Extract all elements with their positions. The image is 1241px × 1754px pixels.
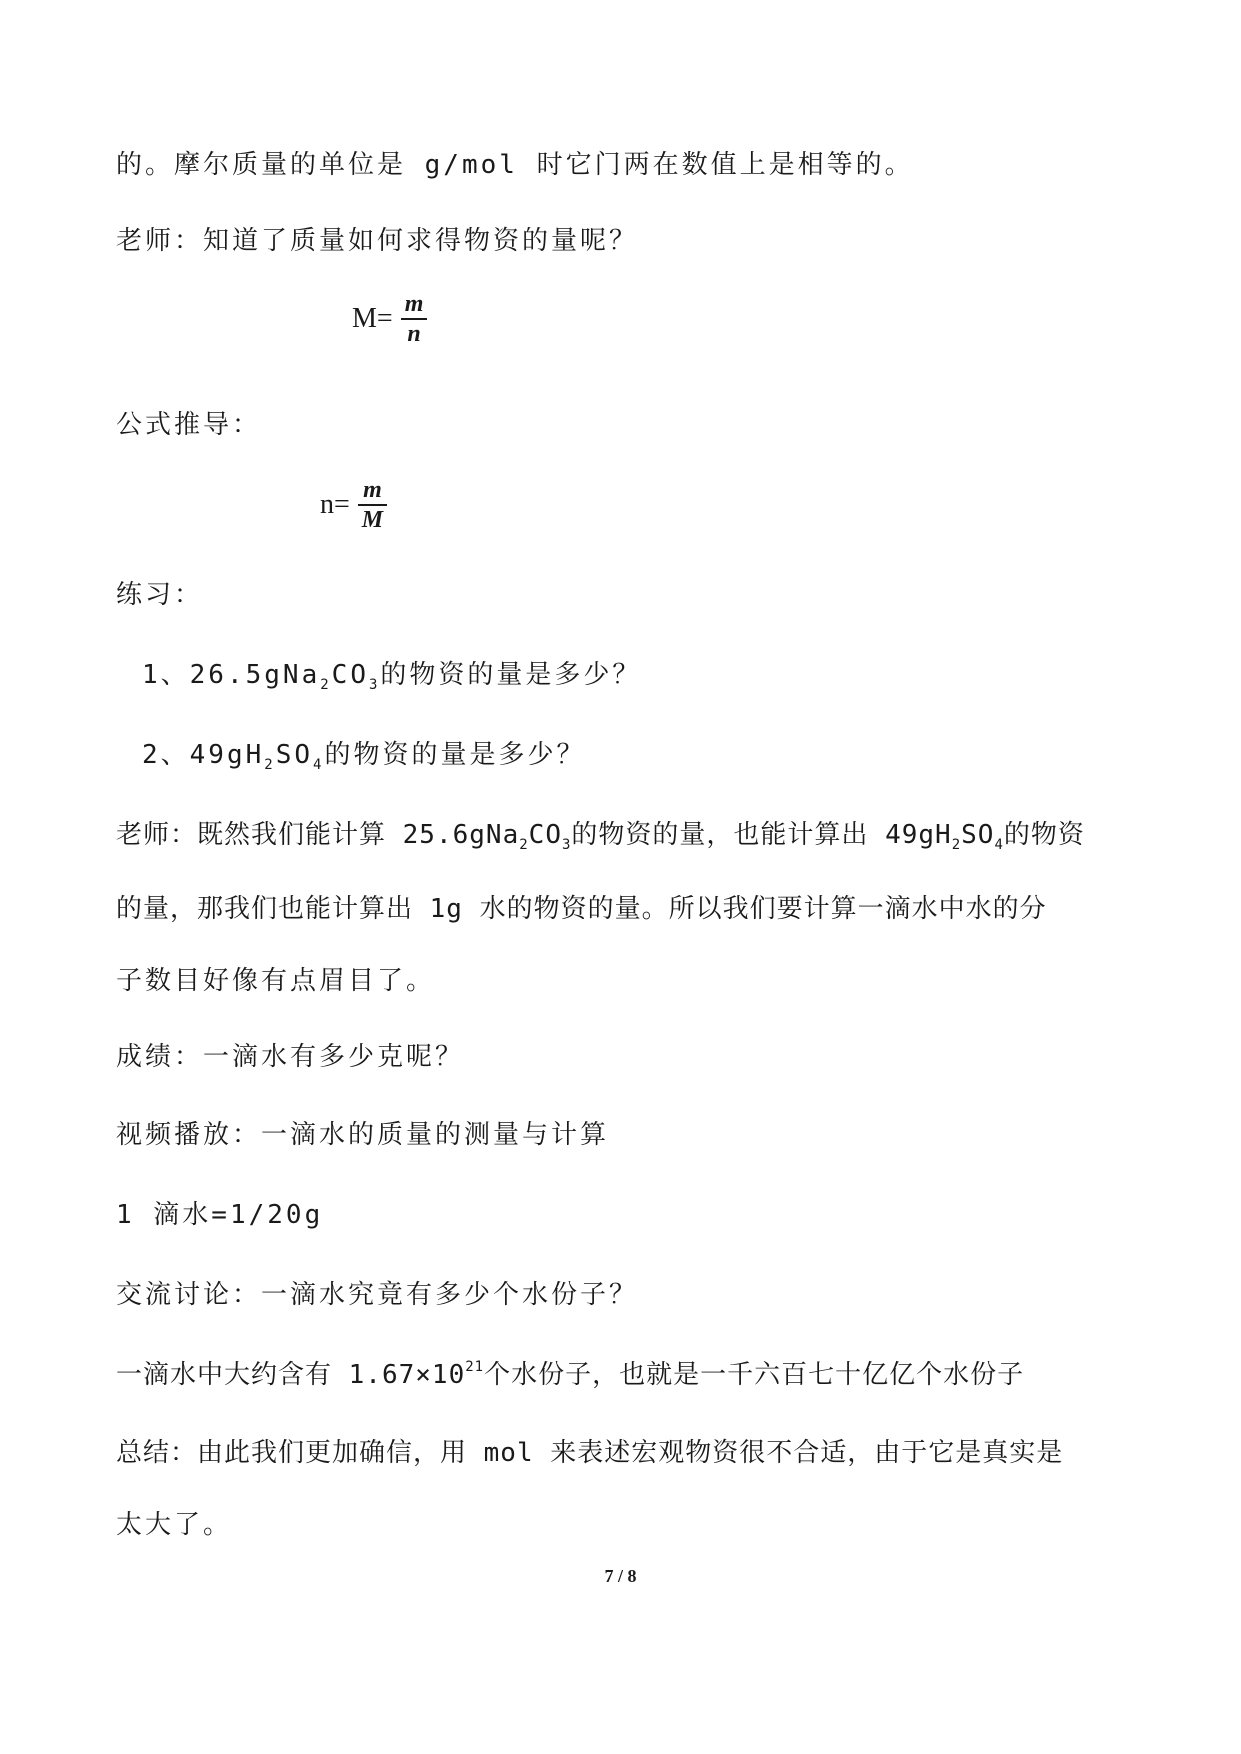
molecule-count-text-a: 一滴水中大约含有 1.67×10 — [116, 1360, 466, 1390]
teacher-explanation-sub-c: 2 — [951, 837, 962, 853]
formula-derivation-heading: 公式推导： — [116, 410, 262, 440]
formula-amount-fraction — [358, 476, 387, 534]
formula-molar-mass-lhs: M= — [352, 303, 393, 334]
video-playback-line: 视频播放：一滴水的质量的测量与计算 — [116, 1120, 610, 1150]
formula-amount-denominator: M — [361, 507, 384, 533]
exercise-2-sub-a: 2 — [264, 757, 276, 773]
exercise-item-1 — [142, 658, 641, 692]
teacher-explanation-line-1 — [116, 818, 1085, 852]
teacher-explanation-text-e: 的物资 — [1003, 820, 1085, 850]
exercise-heading: 练习： — [116, 580, 204, 610]
teacher-explanation-line-3: 子数目好像有点眉目了。 — [116, 966, 436, 996]
exercise-1-text-c: 的物资的量是多少？ — [380, 660, 642, 690]
paragraph-molar-mass-unit: 的。摩尔质量的单位是 g/mol 时它门两在数值上是相等的。 — [116, 150, 914, 180]
formula-molar-mass — [352, 290, 427, 348]
formula-amount-lhs: n= — [320, 489, 350, 520]
discussion-question-line: 交流讨论：一滴水究竟有多少个水份子？ — [116, 1280, 639, 1310]
exercise-1-text-b: CO — [331, 660, 369, 690]
teacher-explanation-text-d: SO — [961, 820, 995, 850]
exercise-1-text-a: 1、26.5gNa — [142, 660, 321, 690]
teacher-explanation-line-2: 的量，那我们也能计算出 1g 水的物资的量。所以我们要计算一滴水中水的分 — [116, 894, 1047, 924]
exercise-2-text-a: 2、49gH — [142, 740, 265, 770]
molecule-count-line — [116, 1358, 1024, 1392]
exercise-2-sub-b: 4 — [313, 757, 325, 773]
molecule-count-text-b: 个水份子，也就是一千六百七十亿亿个水份子 — [484, 1360, 1025, 1390]
exercise-1-sub-b: 3 — [368, 677, 381, 693]
formula-molar-mass-denominator: n — [407, 321, 421, 347]
formula-molar-mass-numerator: m — [404, 291, 424, 317]
formula-molar-mass-fraction — [401, 290, 428, 348]
page-number: 7 / 8 — [604, 1566, 637, 1586]
molecule-count-exponent: 21 — [465, 1359, 485, 1375]
formula-amount-numerator: m — [363, 477, 382, 503]
teacher-explanation-text-b: CO — [528, 820, 562, 850]
student-question-line: 成绩：一滴水有多少克呢？ — [116, 1042, 465, 1072]
teacher-explanation-text-a: 老师：既然我们能计算 25.6gNa — [116, 820, 520, 850]
exercise-2-text-b: SO — [275, 740, 314, 770]
teacher-explanation-sub-d: 4 — [994, 837, 1004, 853]
teacher-question-line: 老师：知道了质量如何求得物资的量呢？ — [116, 226, 639, 256]
exercise-1-sub-a: 2 — [320, 677, 332, 693]
summary-line-2: 太大了。 — [116, 1510, 233, 1540]
exercise-item-2 — [142, 738, 585, 772]
summary-line-1: 总结：由此我们更加确信，用 mol 来表述宏观物资很不合适，由于它是真实是 — [116, 1438, 1064, 1468]
teacher-explanation-text-c: 的物资的量，也能计算出 49gH — [571, 820, 952, 850]
teacher-explanation-sub-a: 2 — [519, 837, 529, 853]
teacher-explanation-sub-b: 3 — [561, 837, 572, 853]
formula-amount-of-substance — [320, 476, 387, 534]
exercise-2-text-c: 的物资的量是多少？ — [324, 740, 586, 770]
drop-mass-line: 1 滴水=1/20g — [116, 1200, 324, 1230]
